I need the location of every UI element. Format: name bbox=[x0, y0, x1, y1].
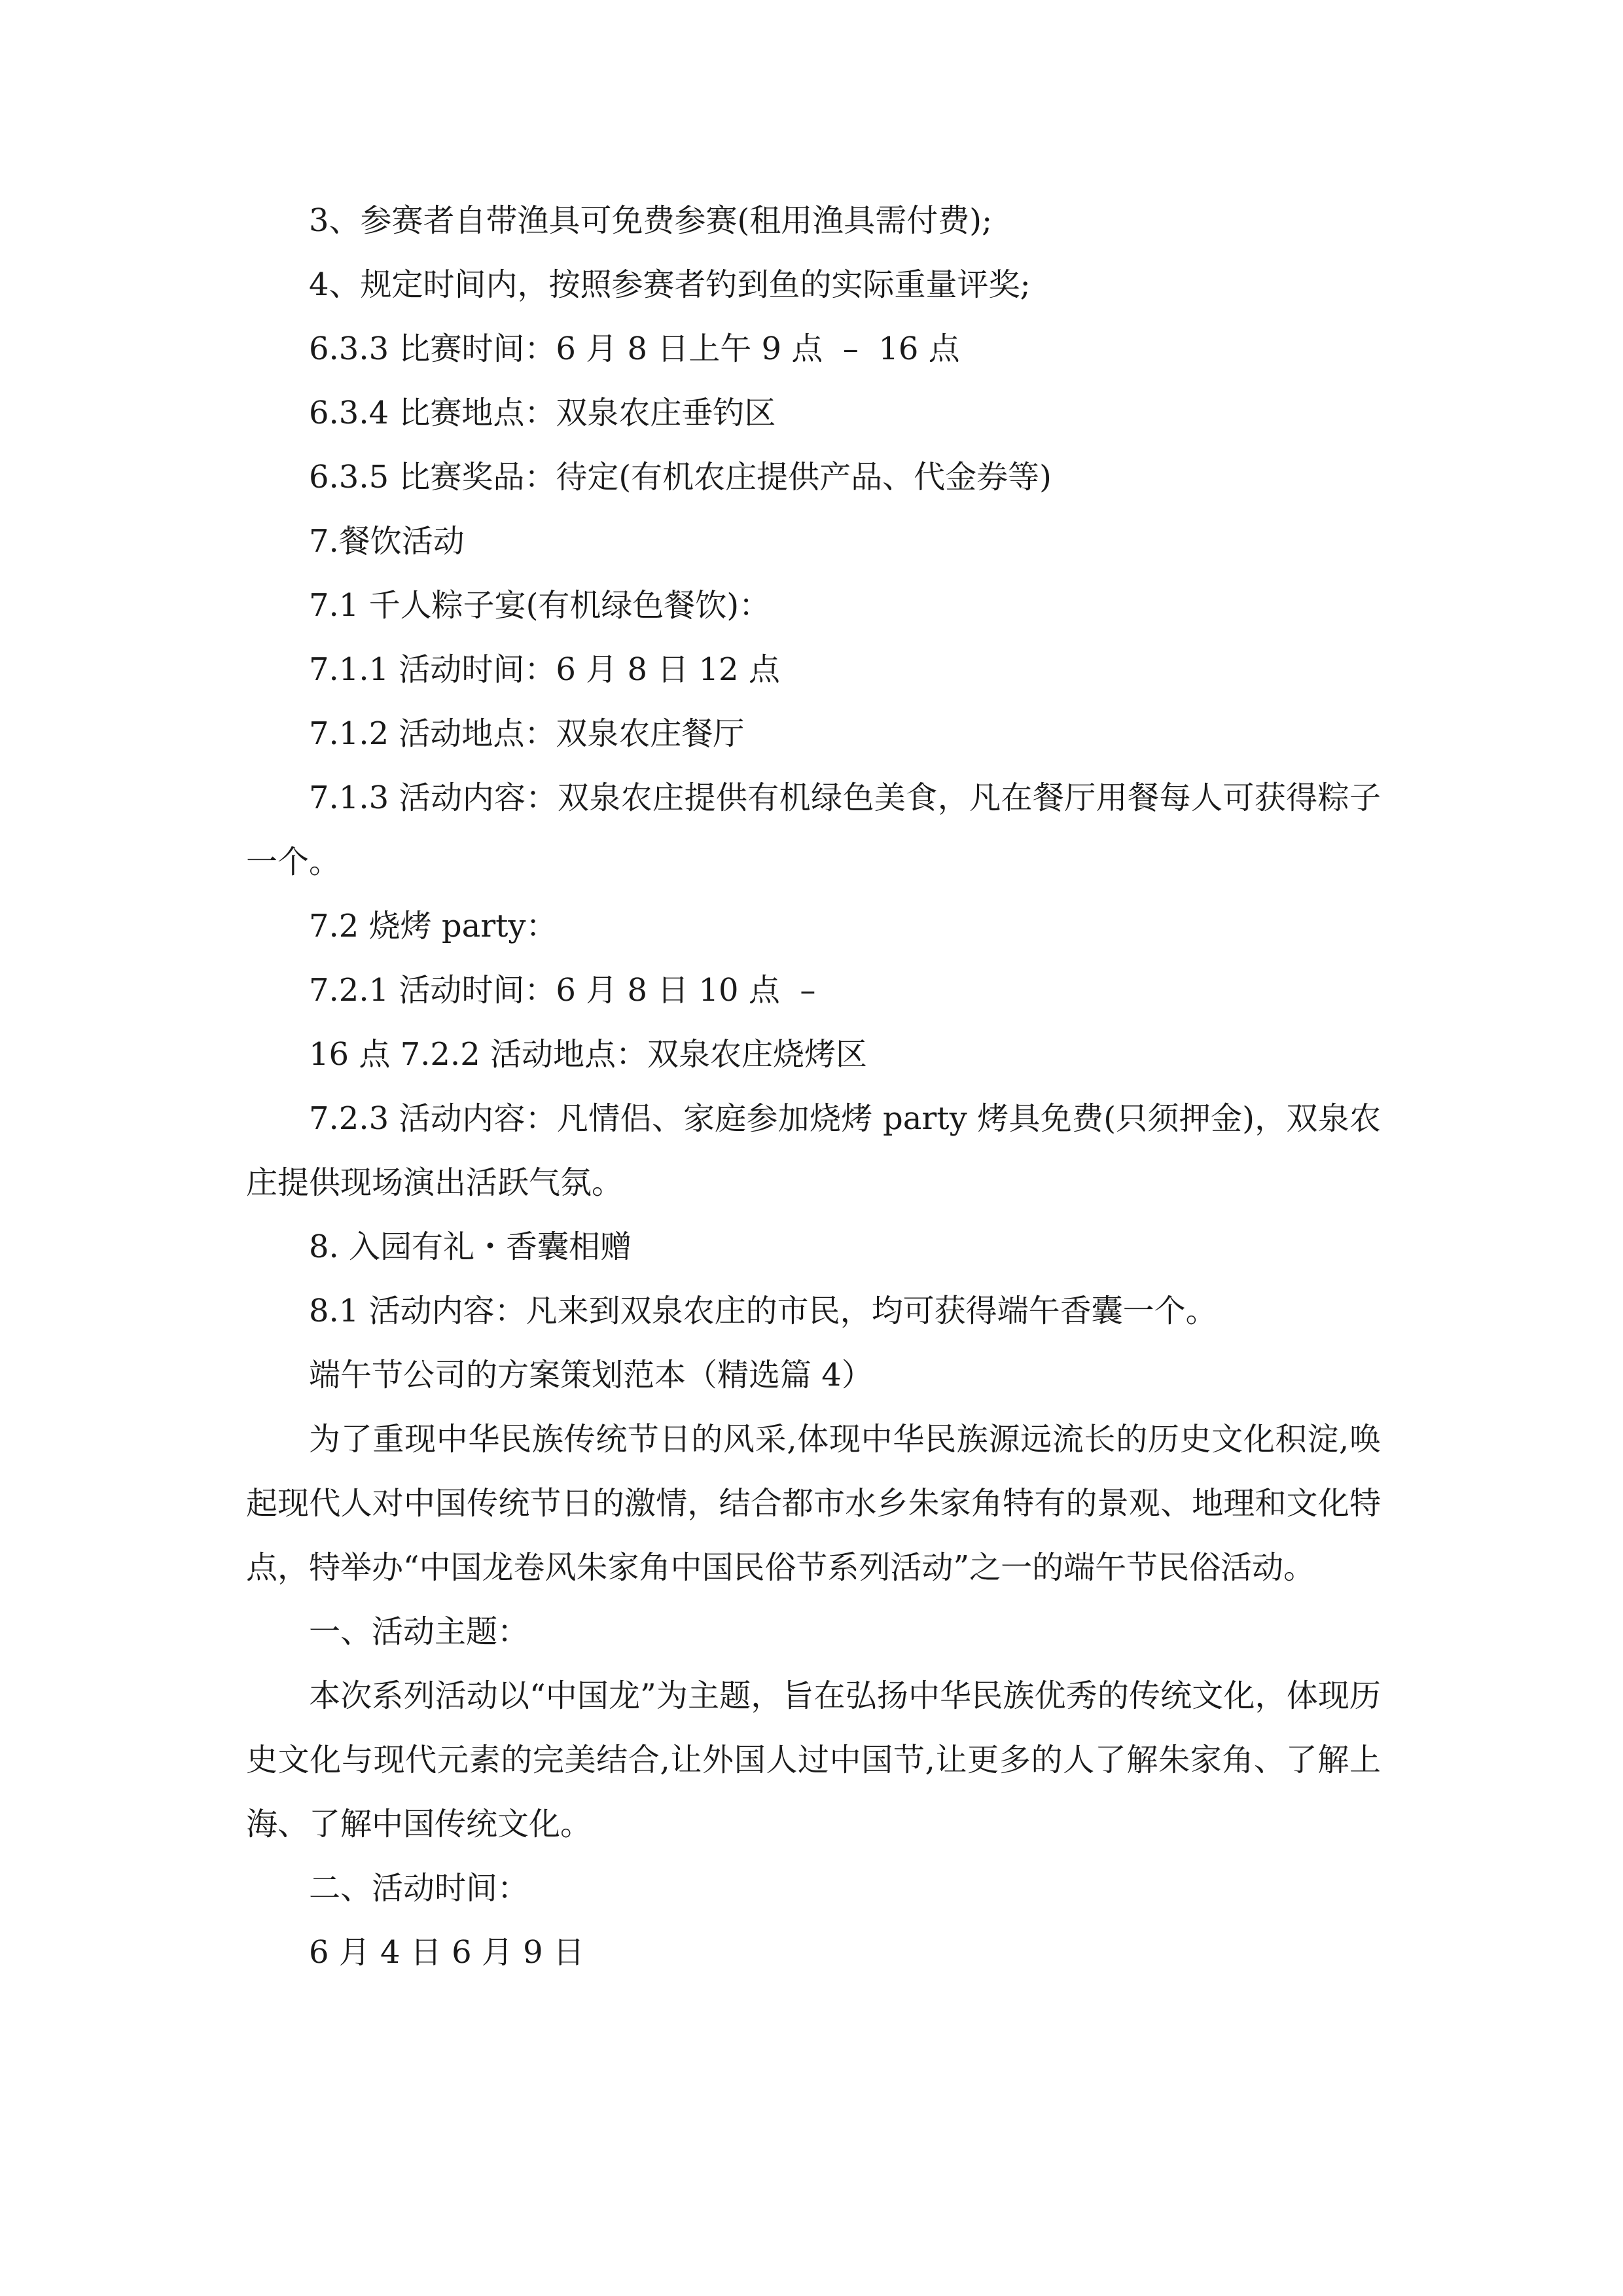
paragraph-gift-content: 8.1 活动内容：凡来到双泉农庄的市民，均可获得端午香囊一个。 bbox=[309, 1293, 1217, 1329]
subheading-zongzi-banquet: 7.1 千人粽子宴(有机绿色餐饮)： bbox=[309, 587, 771, 624]
paragraph-time-content: 6 月 4 日 6 月 9 日 bbox=[309, 1934, 584, 1971]
paragraph-match-location: 6.3.4 比赛地点：双泉农庄垂钓区 bbox=[309, 395, 776, 431]
paragraph-intro: 为了重现中华民族传统节日的风采,体现中华民族源远流长的历史文化积淀,唤起现代人对中国传统节日的激情，结合都市水乡朱家角特有的景观、地理和文化特点，特举办“中国龙卷风朱家角中国民俗节系列活动”之一的端午节民俗活动。 bbox=[246, 1421, 1381, 1586]
paragraph-match-prize: 6.3.5 比赛奖品：待定(有机农庄提供产品、代金券等) bbox=[309, 459, 1052, 495]
paragraph-match-time: 6.3.3 比赛时间：6 月 8 日上午 9 点 – 16 点 bbox=[309, 331, 960, 367]
paragraph-rule-4: 4、规定时间内，按照参赛者钓到鱼的实际重量评奖; bbox=[309, 266, 1031, 303]
paragraph-bbq-location: 16 点 7.2.2 活动地点：双泉农庄烧烤区 bbox=[309, 1036, 867, 1073]
paragraph-bbq-time: 7.2.1 活动时间：6 月 8 日 10 点 – bbox=[309, 972, 816, 1009]
paragraph-banquet-location: 7.1.2 活动地点：双泉农庄餐厅 bbox=[309, 715, 745, 752]
article-title: 端午节公司的方案策划范本（精选篇 4） bbox=[309, 1357, 873, 1393]
paragraph-theme-content: 本次系列活动以“中国龙”为主题，旨在弘扬中华民族优秀的传统文化，体现历史文化与现代元素的完美结合,让外国人过中国节,让更多的人了解朱家角、了解上海、了解中国传统文化。 bbox=[246, 1677, 1381, 1842]
section-heading-time: 二、活动时间： bbox=[309, 1870, 529, 1907]
section-heading-dining: 7.餐饮活动 bbox=[309, 523, 465, 560]
document-body bbox=[246, 188, 1381, 1984]
paragraph-banquet-time: 7.1.1 活动时间：6 月 8 日 12 点 bbox=[309, 651, 780, 688]
paragraph-banquet-content: 7.1.3 活动内容：双泉农庄提供有机绿色美食，凡在餐厅用餐每人可获得粽子一个。 bbox=[246, 780, 1381, 880]
section-heading-theme: 一、活动主题： bbox=[309, 1613, 529, 1650]
subheading-bbq-party: 7.2 烧烤 party： bbox=[309, 908, 558, 944]
paragraph-rule-3: 3、参赛者自带渔具可免费参赛(租用渔具需付费); bbox=[309, 202, 993, 239]
paragraph-bbq-content: 7.2.3 活动内容：凡情侣、家庭参加烧烤 party 烤具免费(只须押金)，双泉农庄提供现场演出活跃气氛。 bbox=[246, 1100, 1381, 1201]
section-heading-gift: 8. 入园有礼・香囊相赠 bbox=[309, 1229, 632, 1265]
